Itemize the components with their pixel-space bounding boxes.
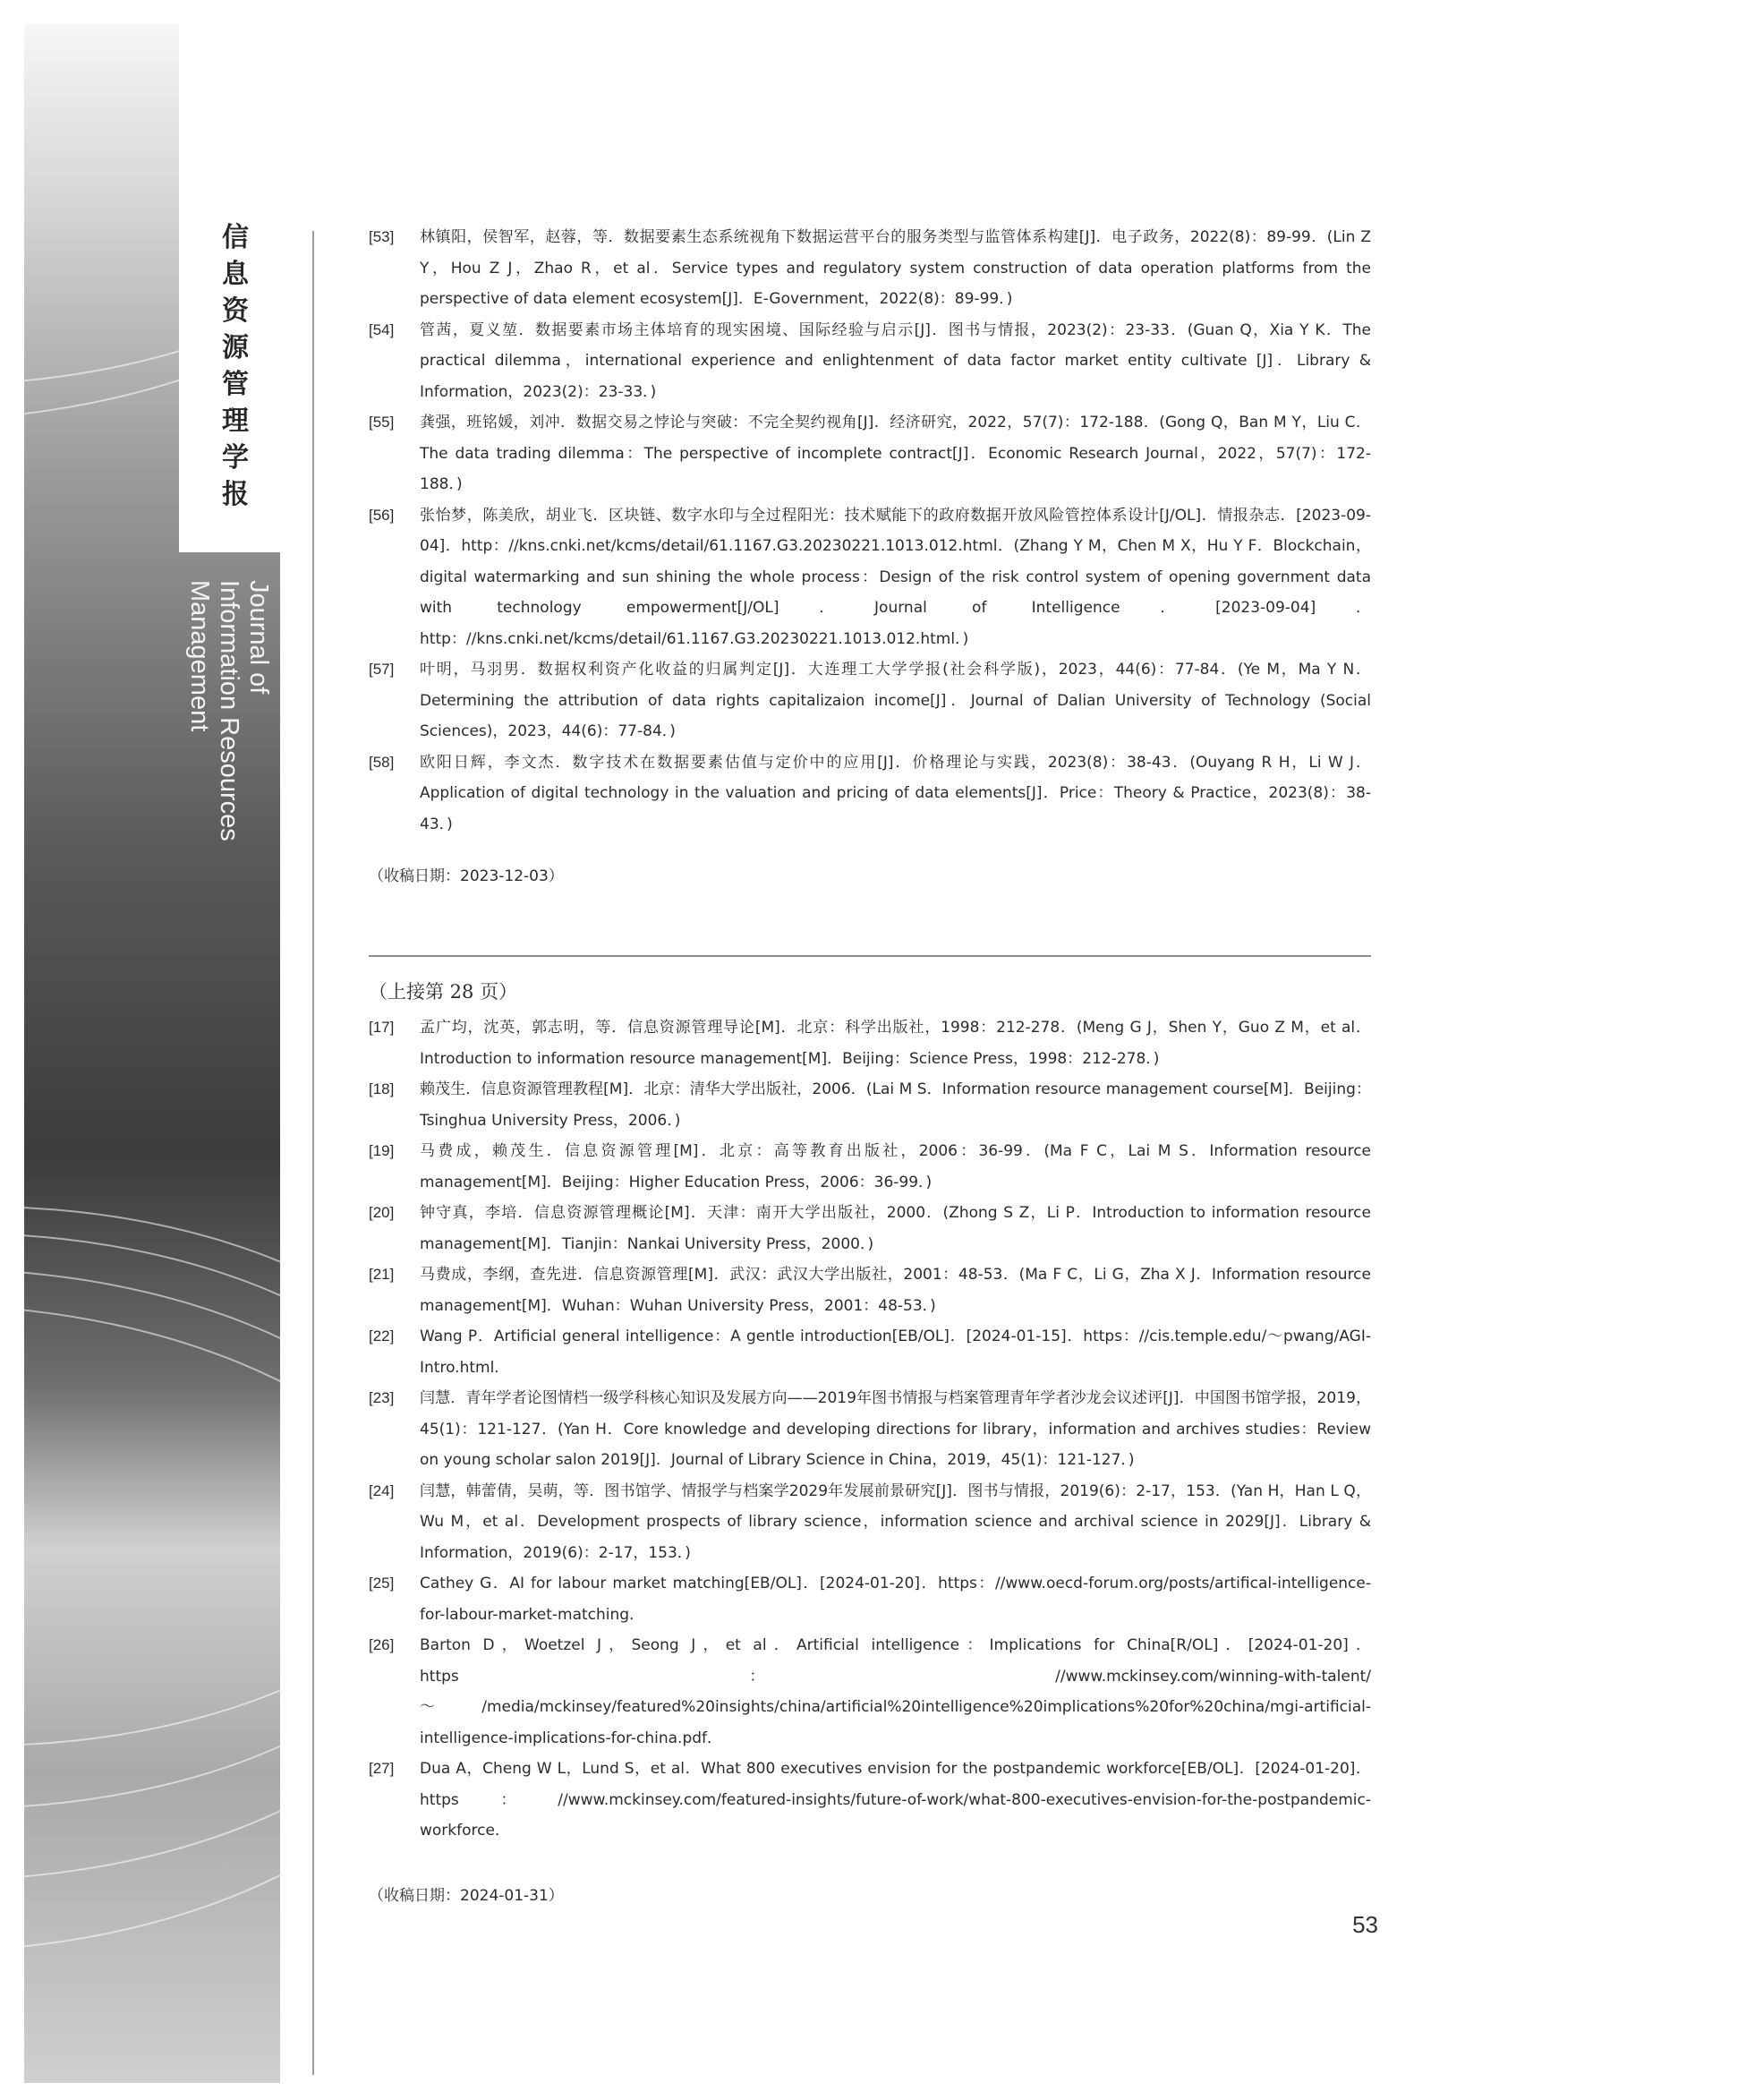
reference-item: [369, 654, 1371, 747]
reference-item: [369, 1259, 1371, 1321]
journal-title-en-line: Management: [185, 580, 214, 732]
reference-text: 马费成，李纲，查先进．信息资源管理[M]．武汉：武汉大学出版社，2001：48-53．(Ma F C，Li G，Zha X J．Information resource management[M]．Wuhan：Wuhan University Press，2001：48-53．): [420, 1266, 1371, 1315]
reference-item: [369, 1321, 1371, 1383]
reference-item: [369, 407, 1371, 500]
reference-number: [19]: [369, 1142, 395, 1159]
section-divider: [369, 955, 1371, 957]
reference-item: [369, 500, 1371, 655]
reference-item: [369, 1012, 1371, 1074]
reference-item: [369, 1630, 1371, 1754]
reference-text: Dua A，Cheng W L，Lund S，et al．What 800 executives envision for the postpandemic workforce[EB/OL]．[2024-01-20]．https：//www.mckinsey.com/featured-insights/future-of-work/what-800-executives-envision-for-the-postpandemic-workforce．: [420, 1760, 1371, 1840]
reference-item: [369, 1476, 1371, 1569]
journal-title-en-line: Information Resources: [215, 580, 243, 841]
reference-item: [369, 1198, 1371, 1259]
reference-item: [369, 1383, 1371, 1476]
reference-number: [20]: [369, 1204, 395, 1221]
received-date: （收稿日期：2024-01-31）: [369, 1886, 564, 1905]
reference-text: Barton D，Woetzel J，Seong J，et al．Artificial intelligence：Implications for China[R/OL]．[2024-01-20]．https：//www.mckinsey.com/winning-with-talent/～/media/mckinsey/featured%20insights/china/artificial%20intelligence%20implications%20for%20china/mgi-artificial-intelligence-implications-for-china.pdf．: [420, 1636, 1371, 1747]
reference-text: 张怡梦，陈美欣，胡业飞．区块链、数字水印与全过程阳光：技术赋能下的政府数据开放风险管控体系设计[J/OL]．情报杂志．[2023-09-04]．http：//kns.cnki.net/kcms/detail/61.1167.G3.20230221.1013.012.html．(Zhang Y M，Chen M X，Hu Y F．Blockchain，digital watermarking and sun shining the whole process：Design of the risk control system of opening government data with technology empowerment[J/OL]．Journal of Intelligence．[2023-09-04]．http：//kns.cnki.net/kcms/detail/61.1167.G3.20230221.1013.012.html．): [420, 506, 1371, 648]
reference-number: [57]: [369, 661, 395, 678]
reference-number: [27]: [369, 1760, 395, 1777]
reference-text: 叶明，马羽男．数据权利资产化收益的归属判定[J]．大连理工大学学报(社会科学版)，2023，44(6)：77-84．(Ye M，Ma Y N．Determining the attribution of data rights capitalizaion income[J]．Journal of Dalian University of Technology (Social Sciences)，2023，44(6)：77-84．): [420, 661, 1371, 740]
reference-item: [369, 1568, 1371, 1630]
reference-number: [22]: [369, 1327, 395, 1345]
swirl-line: [24, 1304, 280, 1952]
reference-number: [25]: [369, 1575, 395, 1592]
reference-text: 钟守真，李培．信息资源管理概论[M]．天津：南开大学出版社，2000．(Zhong S Z，Li P．Introduction to information resource management[M]．Tianjin：Nankai University Press，2000．): [420, 1204, 1371, 1253]
reference-item: [369, 747, 1371, 841]
reference-list: [369, 1012, 1371, 1847]
received-date: （收稿日期：2023-12-03）: [369, 867, 564, 885]
reference-number: [58]: [369, 753, 395, 771]
reference-text: Cathey G．AI for labour market matching[EB/OL]．[2024-01-20]．https：//www.oecd-forum.org/posts/artifical-intelligence-for-labour-market-matching．: [420, 1575, 1371, 1624]
reference-number: [26]: [369, 1636, 395, 1653]
journal-title-en-line: Journal of: [244, 580, 273, 695]
reference-number: [53]: [369, 228, 395, 245]
reference-number: [56]: [369, 506, 395, 524]
continued-note: （上接第 28 页）: [369, 981, 518, 1003]
journal-title-cn: 信息资源管理学报: [222, 222, 249, 510]
reference-number: [17]: [369, 1019, 395, 1036]
reference-item: [369, 1074, 1371, 1136]
journal-title-en: [183, 580, 273, 841]
reference-number: [23]: [369, 1389, 395, 1406]
reference-text: 龚强，班铭媛，刘冲．数据交易之悖论与突破：不完全契约视角[J]．经济研究，2022，57(7)：172-188．(Gong Q，Ban M Y，Liu C．The data trading dilemma：The perspective of incomplete contract[J]．Economic Research Journal，2022，57(7)：172-188．): [420, 414, 1371, 493]
reference-text: 孟广均，沈英，郭志明，等．信息资源管理导论[M]．北京：科学出版社，1998：212-278．(Meng G J，Shen Y，Guo Z M，et al．Introduction to information resource management[M]．Beijing：Science Press，1998：212-278．): [420, 1019, 1371, 1068]
page-number: 53: [1352, 1911, 1378, 1938]
reference-number: [54]: [369, 320, 395, 338]
reference-item: [369, 1754, 1371, 1847]
margin-rule: [312, 231, 314, 2075]
reference-number: [18]: [369, 1080, 395, 1097]
reference-text: 欧阳日辉，李文杰．数字技术在数据要素估值与定价中的应用[J]．价格理论与实践，2023(8)：38-43．(Ouyang R H，Li W J．Application of digital technology in the valuation and pricing of data elements[J]．Price：Theory & Practice，2023(8)：38-43．): [420, 753, 1371, 833]
reference-text: 管茜，夏义堃．数据要素市场主体培育的现实困境、国际经验与启示[J]．图书与情报，2023(2)：23-33．(Guan Q，Xia Y K．The practical dilemma，international experience and enlightenment of data factor market entity cultivate [J]．Library & Information，2023(2)：23-33．): [420, 320, 1371, 401]
reference-item: [369, 1136, 1371, 1198]
reference-text: 闫慧．青年学者论图情档一级学科核心知识及发展方向——2019年图书情报与档案管理青年学者沙龙会议述评[J]．中国图书馆学报，2019，45(1)：121-127．(Yan H．Core knowledge and developing directions for library，information and archives studies：Review on young scholar salon 2019[J]．Journal of Library Science in China，2019，45(1)：121-127．): [420, 1389, 1371, 1469]
main-text: [369, 222, 1371, 1911]
reference-text: 赖茂生．信息资源管理教程[M]．北京：清华大学出版社，2006．(Lai M S．Information resource management course[M]．Beijing：Tsinghua University Press，2006．): [420, 1080, 1371, 1130]
reference-number: [21]: [369, 1266, 395, 1283]
reference-item: [369, 315, 1371, 408]
reference-number: [55]: [369, 414, 395, 431]
reference-text: 马费成，赖茂生．信息资源管理[M]．北京：高等教育出版社，2006：36-99．(Ma F C，Lai M S．Information resource management[M]．Beijing：Higher Education Press，2006：36-99．): [420, 1142, 1371, 1191]
reference-list: [369, 222, 1371, 840]
reference-text: 闫慧，韩蕾倩，吴萌，等．图书馆学、情报学与档案学2029年发展前景研究[J]．图书与情报，2019(6)：2-17，153．(Yan H，Han L Q，Wu M，et al．Development prospects of library science，information science and archival science in 2029[J]．Library & Information，2019(6)：2-17，153．): [420, 1481, 1371, 1562]
reference-text: 林镇阳，侯智军，赵蓉，等．数据要素生态系统视角下数据运营平台的服务类型与监管体系构建[J]．电子政务，2022(8)：89-99．(Lin Z Y，Hou Z J，Zhao R，et al．Service types and regulatory system construction of data operation platforms from the perspective of data element ecosystem[J]．E-Government，2022(8)：89-99．): [420, 228, 1371, 308]
reference-number: [24]: [369, 1481, 395, 1499]
reference-text: Wang P．Artificial general intelligence：A gentle introduction[EB/OL]．[2024-01-15]．https：//cis.temple.edu/～pwang/AGI-Intro.html．: [420, 1327, 1371, 1377]
reference-item: [369, 222, 1371, 315]
